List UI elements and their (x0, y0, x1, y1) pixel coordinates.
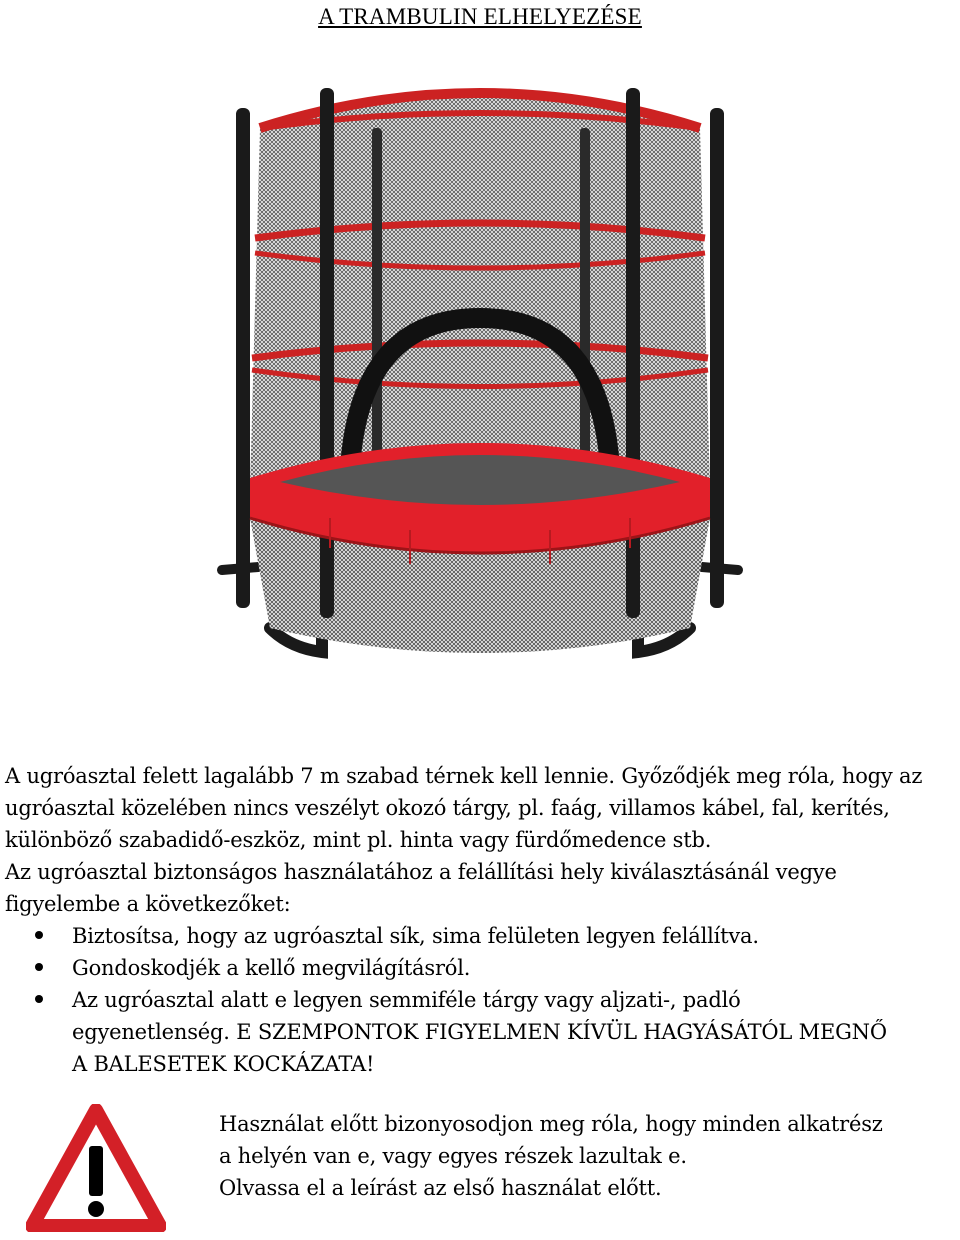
notice-line: a helyén van e, vagy egyes részek lazultak e. (219, 1144, 687, 1168)
body-line: ugróasztal közelében nincs veszélyt okozó tárgy, pl. faág, villamos kábel, fal, kerítés, (5, 796, 890, 820)
notice-line: Olvassa el a leírást az első használat előtt. (219, 1176, 662, 1200)
body-line: Az ugróasztal biztonságos használatához a felállítási hely kiválasztásánál vegye (5, 860, 837, 884)
bullet-list (5, 920, 960, 1080)
list-item: Biztosítsa, hogy az ugróasztal sík, sima felületen legyen felállítva. (5, 920, 960, 952)
notice-line: Használat előtt bizonyosodjon meg róla, hogy minden alkatrész (219, 1112, 883, 1136)
body-line: figyelembe a következőket: (5, 892, 291, 916)
page-title: A TRAMBULIN ELHELYEZÉSE (318, 4, 642, 29)
list-item: Az ugróasztal alatt e legyen semmiféle tárgy vagy aljzati-, padló egyenetlenség. E SZEMPONTOK FIGYELMEN KÍVÜL HAGYÁSÁTÓL MEGNŐ A BALESETEK KOCKÁZATA! (5, 984, 892, 1080)
body-line: különböző szabadidő-eszköz, mint pl. hinta vagy fürdőmedence stb. (5, 828, 712, 852)
placement-instructions (5, 760, 960, 1080)
trampoline-image (210, 68, 750, 708)
body-line: A ugróasztal felett lagalább 7 m szabad térnek kell lennie. Győződjék meg róla, hogy az (5, 764, 923, 788)
warning-triangle-icon (26, 1104, 166, 1232)
list-item: Gondoskodjék a kellő megvilágításról. (5, 952, 960, 984)
safety-notice (219, 1108, 959, 1204)
